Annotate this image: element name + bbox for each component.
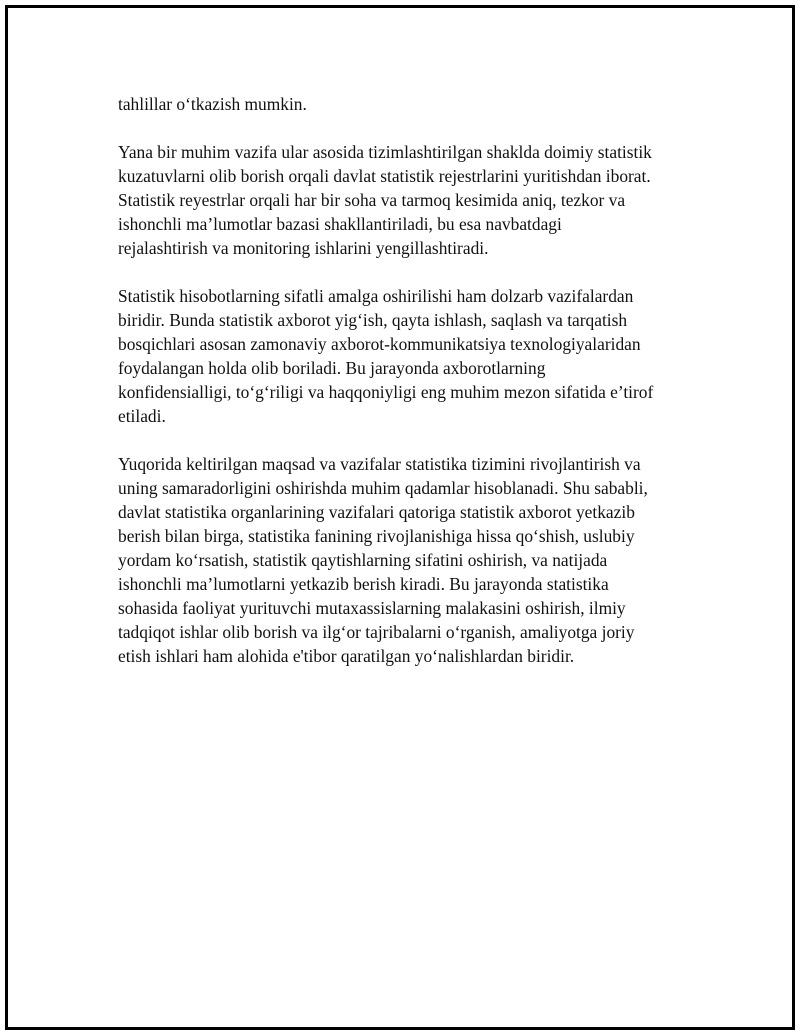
- text-line: ishonchli ma’lumotlarni yetkazib berish kiradi. Bu jarayonda statistika: [118, 574, 609, 594]
- text-line: bosqichlari asosan zamonaviy axborot-kommunikatsiya texnologiyalaridan: [118, 334, 641, 354]
- text-line: sohasida faoliyat yurituvchi mutaxassislarning malakasini oshirish, ilmiy: [118, 598, 626, 618]
- text-line: etish ishlari ham alohida e'tibor qaratilgan yo‘nalishlardan biridir.: [118, 646, 575, 666]
- paragraph: [118, 284, 684, 428]
- text-line: foydalangan holda olib boriladi. Bu jarayonda axborotlarning: [118, 358, 546, 378]
- text-line: biridir. Bunda statistik axborot yig‘ish, qayta ishlash, saqlash va tarqatish: [118, 310, 628, 330]
- paragraph: [118, 92, 684, 116]
- text-line: yordam ko‘rsatish, statistik qaytishlarning sifatini oshirish, va natijada: [118, 550, 608, 570]
- text-line: konfidensialligi, to‘g‘riligi va haqqoniyligi eng muhim mezon sifatida e’tirof: [118, 382, 654, 402]
- text-line: tahlillar o‘tkazish mumkin.: [118, 94, 307, 114]
- text-line: tadqiqot ishlar olib borish va ilg‘or tajribalarni o‘rganish, amaliyotga joriy: [118, 622, 635, 642]
- text-line: uning samaradorligini oshirishda muhim qadamlar hisoblanadi. Shu sababli,: [118, 478, 648, 498]
- text-line: etiladi.: [118, 406, 166, 426]
- text-line: Statistik reyestrlar orqali har bir soha va tarmoq kesimida aniq, tezkor va: [118, 190, 626, 210]
- paragraph: [118, 452, 684, 668]
- text-line: ishonchli ma’lumotlar bazasi shakllantiriladi, bu esa navbatdagi: [118, 214, 562, 234]
- text-line: rejalashtirish va monitoring ishlarini yengillashtiradi.: [118, 238, 489, 258]
- paragraph: [118, 140, 684, 260]
- text-line: Yana bir muhim vazifa ular asosida tizimlashtirilgan shaklda doimiy statistik: [118, 142, 652, 162]
- text-line: Yuqorida keltirilgan maqsad va vazifalar statistika tizimini rivojlantirish va: [118, 454, 641, 474]
- text-line: berish bilan birga, statistika fanining rivojlanishiga hissa qo‘shish, uslubiy: [118, 526, 635, 546]
- document-body: [118, 92, 684, 668]
- text-line: Statistik hisobotlarning sifatli amalga oshirilishi ham dolzarb vazifalardan: [118, 286, 634, 306]
- text-line: davlat statistika organlarining vazifalari qatoriga statistik axborot yetkazib: [118, 502, 635, 522]
- text-line: kuzatuvlarni olib borish orqali davlat statistik rejestrlarini yuritishdan iborat.: [118, 166, 651, 186]
